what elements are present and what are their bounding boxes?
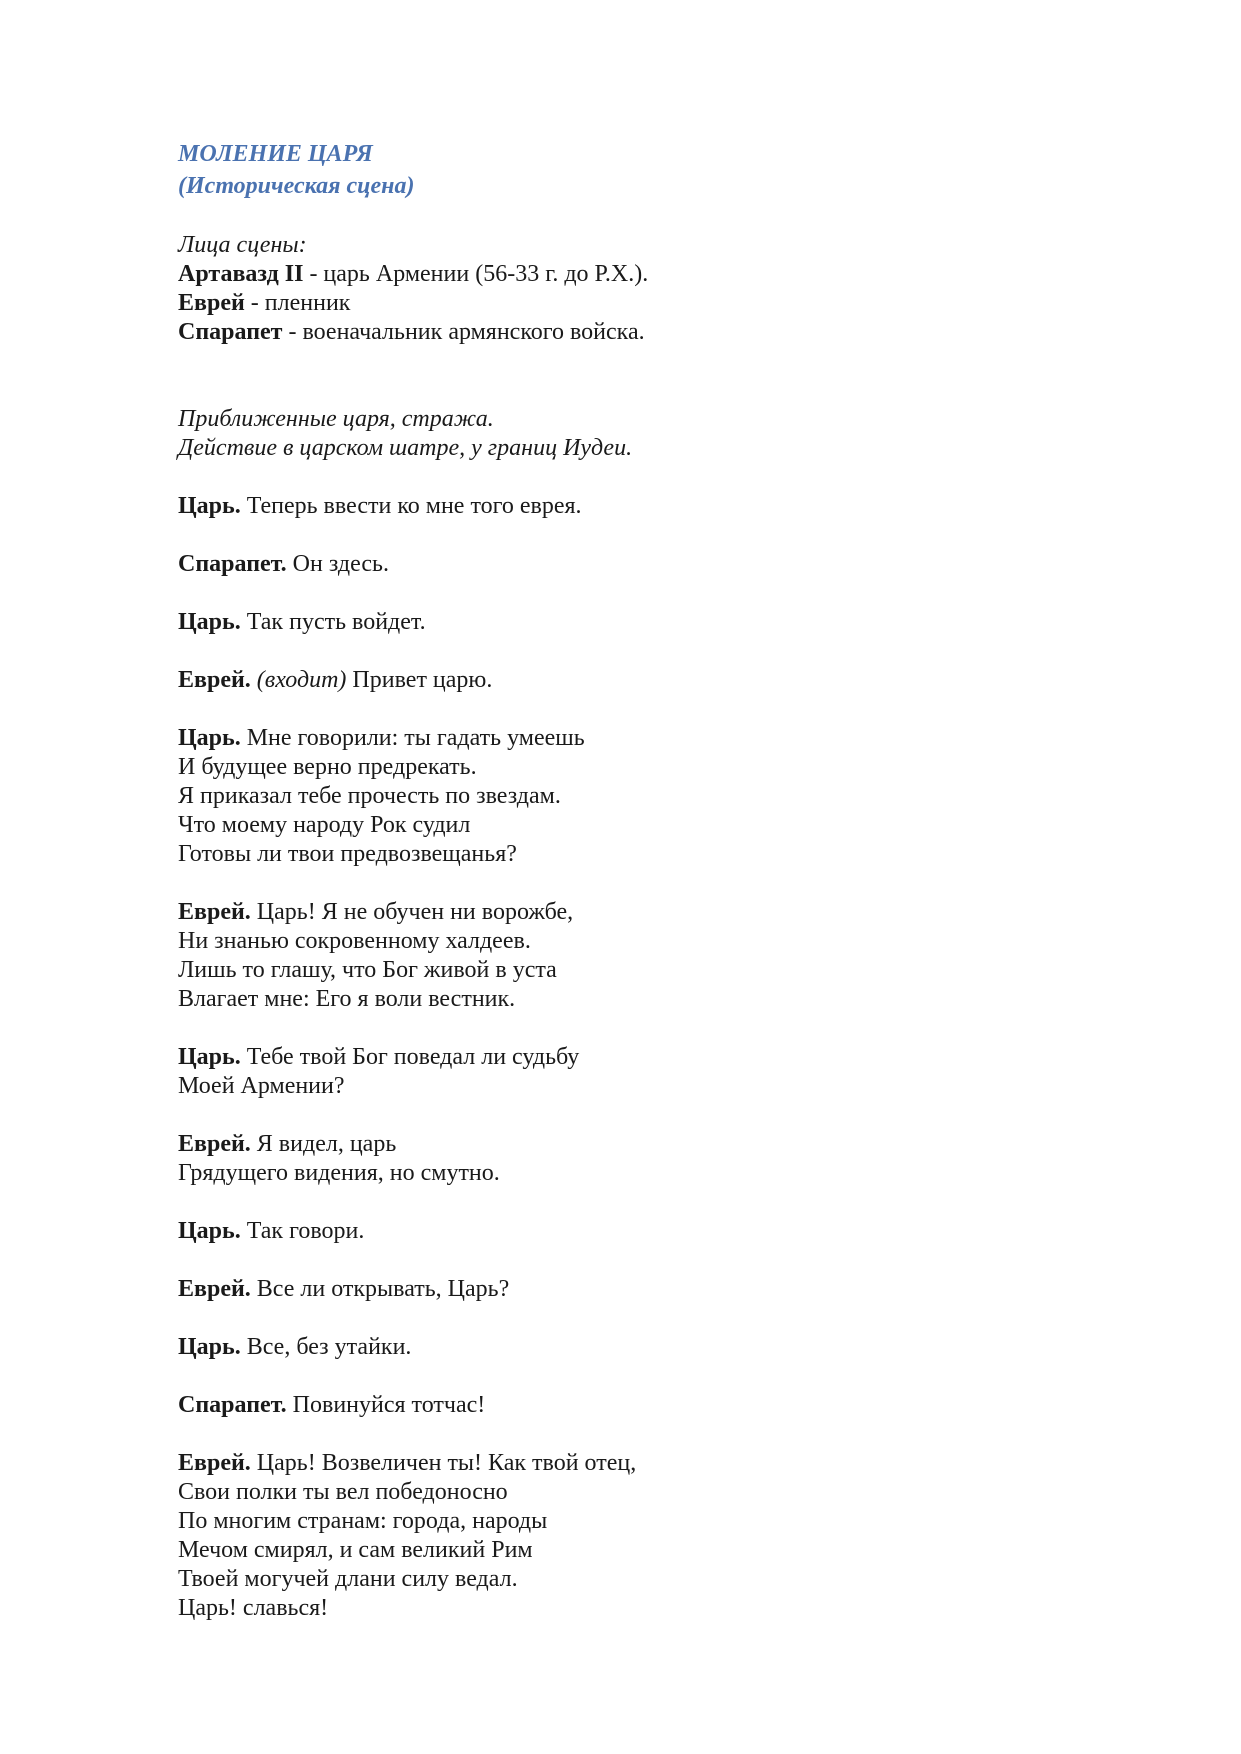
line-text: Что моему народу Рок судил xyxy=(178,812,471,838)
speaker-name: Еврей. xyxy=(178,1450,251,1476)
line-text: Я видел, царь xyxy=(256,1131,397,1157)
line-text: Ни знанью сокровенному халдеев. xyxy=(178,928,531,954)
speaker-name: Царь. xyxy=(178,725,241,751)
dialogue-line xyxy=(178,1043,1138,1072)
dialogue-block xyxy=(178,1043,1138,1101)
line-text: Я приказал тебе прочесть по звездам. xyxy=(178,783,561,809)
dialogue-line xyxy=(178,1449,1138,1478)
speaker-name: Еврей. xyxy=(178,1131,251,1157)
speaker-name: Царь. xyxy=(178,493,241,519)
cast-desc: - военачальник армянского войска. xyxy=(282,319,645,345)
line-text: По многим странам: города, народы xyxy=(178,1508,548,1534)
dialogue-line xyxy=(178,927,1138,956)
dialogue-line xyxy=(178,1507,1138,1536)
dialogue-line xyxy=(178,985,1138,1014)
speaker-name: Еврей. xyxy=(178,1276,251,1302)
line-text: Повинуйся тотчас! xyxy=(292,1392,486,1418)
dialogue xyxy=(178,492,1138,1623)
dialogue-block xyxy=(178,1217,1138,1246)
cast-item xyxy=(178,318,1138,347)
line-text: Твоей могучей длани силу ведал. xyxy=(178,1566,518,1592)
line-text: Свои полки ты вел победоносно xyxy=(178,1479,508,1505)
dialogue-line xyxy=(178,724,1138,753)
speaker-name: Царь. xyxy=(178,1218,241,1244)
cast-heading: Лица сцены: xyxy=(178,232,307,258)
stage-direction: (входит) xyxy=(256,667,347,693)
cast-desc: - царь Армении (56-33 г. до Р.Х.). xyxy=(303,261,649,287)
line-text: Моей Армении? xyxy=(178,1073,345,1099)
dialogue-line xyxy=(178,840,1138,869)
spacer xyxy=(178,463,1138,492)
spacer xyxy=(178,347,1138,405)
dialogue-line xyxy=(178,666,1138,695)
line-text: Привет царю. xyxy=(352,667,493,693)
dialogue-line xyxy=(178,550,1138,579)
dialogue-line xyxy=(178,1594,1138,1623)
line-text: Все ли открывать, Царь? xyxy=(256,1276,510,1302)
cast-name: Артавазд II xyxy=(178,261,304,287)
line-text: Все, без утайки. xyxy=(246,1334,412,1360)
speaker-name: Царь. xyxy=(178,609,241,635)
dialogue-line xyxy=(178,1072,1138,1101)
line-text: Так пусть войдет. xyxy=(246,609,426,635)
cast-item xyxy=(178,260,1138,289)
speaker-name: Спарапет. xyxy=(178,1392,287,1418)
setting-line: Приближенные царя, стража. xyxy=(178,406,494,432)
line-text: Царь! Я не обучен ни ворожбе, xyxy=(256,899,574,925)
speaker-name: Еврей. xyxy=(178,899,251,925)
line-text: Он здесь. xyxy=(292,551,389,577)
dialogue-block xyxy=(178,724,1138,869)
line-text: Теперь ввести ко мне того еврея. xyxy=(246,493,582,519)
speaker-name: Еврей. xyxy=(178,667,251,693)
dialogue-line xyxy=(178,492,1138,521)
line-text: Мечом смирял, и сам великий Рим xyxy=(178,1537,533,1563)
dialogue-line xyxy=(178,1536,1138,1565)
dialogue-block xyxy=(178,1391,1138,1420)
line-text: Грядущего видения, но смутно. xyxy=(178,1160,500,1186)
dialogue-line xyxy=(178,1159,1138,1188)
line-text: Готовы ли твои предвозвещанья? xyxy=(178,841,517,867)
dialogue-block xyxy=(178,666,1138,695)
dialogue-line xyxy=(178,1275,1138,1304)
line-text: Влагает мне: Его я воли вестник. xyxy=(178,986,516,1012)
speaker-name: Царь. xyxy=(178,1044,241,1070)
dialogue-block xyxy=(178,1449,1138,1623)
dialogue-block xyxy=(178,550,1138,579)
document-page xyxy=(178,138,1138,1652)
cast-item xyxy=(178,289,1138,318)
line-text: Царь! славься! xyxy=(178,1595,329,1621)
dialogue-line xyxy=(178,1333,1138,1362)
dialogue-line xyxy=(178,753,1138,782)
setting-line: Действие в царском шатре, у границ Иудеи. xyxy=(178,435,633,461)
dialogue-block xyxy=(178,1333,1138,1362)
dialogue-line xyxy=(178,1478,1138,1507)
dialogue-line xyxy=(178,1391,1138,1420)
dialogue-line xyxy=(178,956,1138,985)
dialogue-line xyxy=(178,1130,1138,1159)
dialogue-block xyxy=(178,608,1138,637)
speaker-name: Царь. xyxy=(178,1334,241,1360)
dialogue-line xyxy=(178,782,1138,811)
speaker-name: Спарапет. xyxy=(178,551,287,577)
dialogue-line xyxy=(178,811,1138,840)
dialogue-block xyxy=(178,898,1138,1014)
cast-desc: - пленник xyxy=(244,290,351,316)
dialogue-line xyxy=(178,608,1138,637)
line-text: Лишь то глашу, что Бог живой в уста xyxy=(178,957,557,983)
cast-list xyxy=(178,260,1138,347)
line-text: Так говори. xyxy=(246,1218,365,1244)
line-text: Тебе твой Бог поведал ли судьбу xyxy=(246,1044,580,1070)
cast-name: Еврей xyxy=(178,290,245,316)
line-text: Мне говорили: ты гадать умеешь xyxy=(246,725,585,751)
play-title: МОЛЕНИЕ ЦАРЯ xyxy=(178,141,373,167)
dialogue-block xyxy=(178,1130,1138,1188)
dialogue-line xyxy=(178,898,1138,927)
dialogue-line xyxy=(178,1565,1138,1594)
dialogue-block xyxy=(178,492,1138,521)
dialogue-line xyxy=(178,1217,1138,1246)
line-text: И будущее верно предрекать. xyxy=(178,754,477,780)
cast-name: Спарапет xyxy=(178,319,283,345)
play-subtitle: (Историческая сцена) xyxy=(178,173,415,199)
spacer xyxy=(178,202,1138,231)
dialogue-block xyxy=(178,1275,1138,1304)
line-text: Царь! Возвеличен ты! Как твой отец, xyxy=(256,1450,637,1476)
